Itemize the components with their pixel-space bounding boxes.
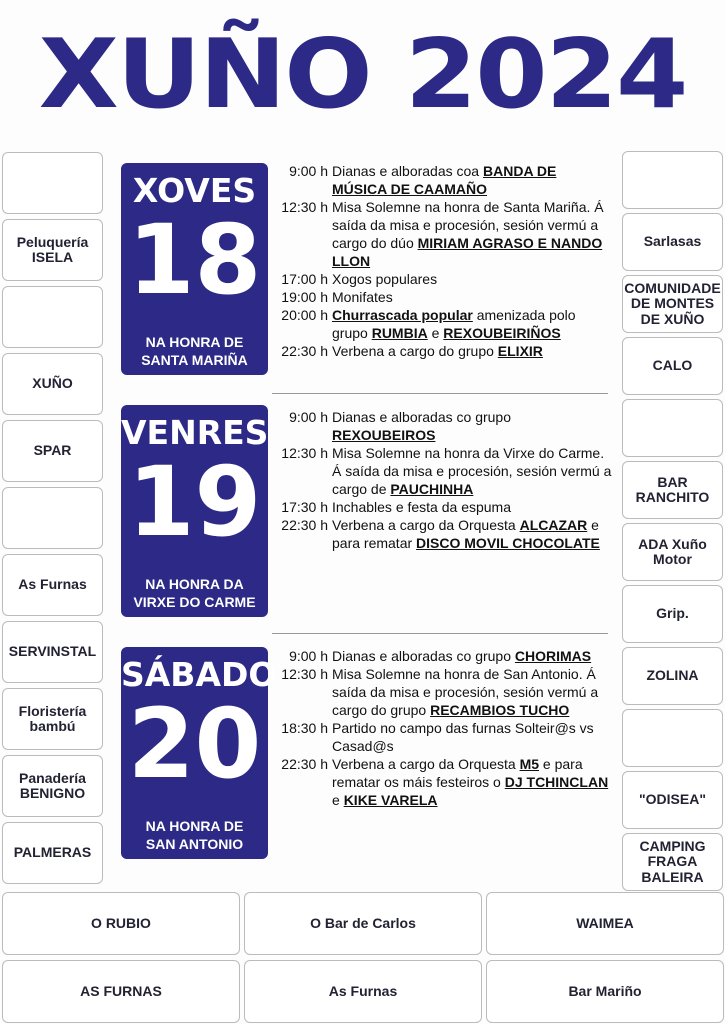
event-highlight: ALCAZAR bbox=[519, 517, 588, 533]
event-highlight: REXOUBEIRIÑOS bbox=[443, 325, 561, 341]
event-highlight: MIRIAM AGRASO E NANDO LLON bbox=[332, 235, 603, 269]
sponsor-name: Panadería BENIGNO bbox=[19, 769, 86, 801]
event-text: e para rematar os máis festeiros o bbox=[332, 756, 583, 790]
day-number: 18 bbox=[127, 204, 262, 316]
day-number: 19 bbox=[127, 446, 262, 558]
event-text: Monifates bbox=[332, 289, 393, 305]
event-row bbox=[272, 270, 612, 288]
event-text: Xogos populares bbox=[332, 271, 438, 287]
schedule-xoves bbox=[272, 162, 612, 360]
event-text: Dianas e alboradas co grupo bbox=[332, 409, 512, 425]
sponsor-ad-right bbox=[622, 461, 723, 519]
event-row bbox=[272, 342, 612, 360]
event-row bbox=[272, 444, 612, 498]
event-row bbox=[272, 408, 612, 444]
sponsor-ad-right bbox=[622, 213, 723, 271]
sponsor-name bbox=[51, 315, 55, 319]
event-time: 22:30 h bbox=[281, 343, 328, 359]
event-highlight: CHORIMAS bbox=[514, 648, 592, 664]
sponsor-name: SERVINSTAL bbox=[8, 643, 97, 660]
event-text: e para rematar bbox=[332, 517, 599, 551]
event-text: Verbena a cargo da Orquesta bbox=[332, 517, 520, 533]
sponsor-name: PALMERAS bbox=[13, 844, 92, 861]
sponsor-name: Floristería bambú bbox=[18, 702, 87, 734]
event-row bbox=[272, 665, 612, 719]
sponsor-name: ZOLINA bbox=[646, 667, 699, 684]
event-description bbox=[332, 516, 612, 552]
event-description bbox=[332, 719, 612, 755]
schedule-venres bbox=[272, 408, 612, 552]
sponsor-name bbox=[671, 736, 675, 740]
day-honor: NA HONRA DE SAN ANTONIO bbox=[145, 818, 244, 852]
event-row bbox=[272, 198, 612, 270]
sponsor-name: O RUBIO bbox=[91, 914, 151, 931]
event-description bbox=[332, 498, 612, 516]
event-highlight: DISCO MOVIL CHOCOLATE bbox=[416, 535, 600, 551]
sponsor-name: COMUNIDADE DE MONTES DE XUÑO bbox=[624, 279, 721, 327]
event-time: 12:30 h bbox=[281, 199, 328, 215]
event-description bbox=[332, 665, 612, 719]
event-time: 20:00 h bbox=[281, 307, 328, 323]
sponsor-ad-bottom bbox=[486, 892, 724, 955]
sponsor-name: "ODISEA" bbox=[639, 791, 706, 808]
event-row bbox=[272, 516, 612, 552]
schedule-sabado bbox=[272, 647, 612, 809]
sponsor-ad-left bbox=[2, 554, 103, 616]
event-text: Misa Solemne na honra da Virxe do Carme. Á saída da misa e procesión, sesión vermú a cargo de bbox=[332, 445, 612, 497]
sponsor-ad-right bbox=[622, 771, 723, 829]
day-number: 20 bbox=[127, 688, 262, 800]
sponsor-name bbox=[51, 516, 55, 520]
event-text: Dianas e alboradas coa bbox=[332, 163, 483, 179]
day-name: SÁBADO bbox=[121, 655, 277, 694]
sponsor-ad-right bbox=[622, 151, 723, 209]
sponsor-ad-bottom bbox=[2, 960, 240, 1023]
event-time: 9:00 h bbox=[289, 409, 328, 425]
sponsor-name: Grip. bbox=[656, 605, 689, 622]
event-time: 22:30 h bbox=[281, 756, 328, 772]
event-description bbox=[332, 270, 612, 288]
sponsor-ad-left bbox=[2, 420, 103, 482]
event-description bbox=[332, 755, 612, 809]
event-text: Misa Solemne na honra de San Antonio. Á saída da misa e procesión, sesión vermú a cargo do grupo bbox=[332, 666, 599, 718]
day-honor: NA HONRA DE SANTA MARIÑA bbox=[141, 334, 248, 368]
sponsor-name: As Furnas bbox=[18, 576, 87, 593]
event-time: 12:30 h bbox=[281, 666, 328, 682]
event-description bbox=[332, 288, 612, 306]
event-row bbox=[272, 647, 612, 665]
event-description bbox=[332, 306, 612, 342]
event-highlight: BANDA DE MÚSICA DE CAAMAÑO bbox=[332, 163, 557, 197]
day-name: VENRES bbox=[121, 413, 269, 452]
event-row bbox=[272, 288, 612, 306]
event-highlight: REXOUBEIROS bbox=[332, 427, 436, 443]
day-name: XOVES bbox=[132, 171, 257, 210]
event-highlight: RECAMBIOS TUCHO bbox=[430, 702, 570, 718]
day-box-sabado bbox=[121, 647, 277, 859]
sponsor-ad-left bbox=[2, 286, 103, 348]
event-row bbox=[272, 498, 612, 516]
sponsor-ad-right bbox=[622, 275, 723, 333]
event-highlight: RUMBIA bbox=[371, 325, 428, 341]
event-time: 19:00 h bbox=[281, 289, 328, 305]
sponsor-ad-right bbox=[622, 337, 723, 395]
event-description bbox=[332, 444, 612, 498]
event-highlight: PAUCHINHA bbox=[390, 481, 474, 497]
sponsor-ad-bottom bbox=[244, 960, 482, 1023]
event-time: 18:30 h bbox=[281, 720, 328, 736]
event-row bbox=[272, 755, 612, 809]
sponsor-ad-right bbox=[622, 399, 723, 457]
sponsor-name: As Furnas bbox=[328, 982, 398, 999]
sponsor-ad-right bbox=[622, 833, 723, 891]
event-highlight: ELIXIR bbox=[497, 343, 543, 359]
event-time: 17:30 h bbox=[281, 499, 328, 515]
event-highlight: Churrascada popular bbox=[332, 307, 473, 323]
event-row bbox=[272, 719, 612, 755]
sponsor-ad-right bbox=[622, 585, 723, 643]
sponsor-ad-left bbox=[2, 487, 103, 549]
event-description bbox=[332, 342, 612, 360]
sponsor-ad-left bbox=[2, 219, 103, 281]
event-text: Verbena a cargo da Orquesta bbox=[332, 756, 520, 772]
event-description bbox=[332, 647, 612, 665]
sponsor-ad-left bbox=[2, 822, 103, 884]
event-highlight: KIKE VARELA bbox=[343, 792, 438, 808]
day-honor: NA HONRA DA VIRXE DO CARME bbox=[133, 576, 256, 610]
sponsor-ad-left bbox=[2, 688, 103, 750]
sponsor-name: ADA Xuño Motor bbox=[638, 535, 707, 567]
event-row bbox=[272, 162, 612, 198]
sponsor-name bbox=[51, 181, 55, 185]
sponsor-ad-bottom bbox=[486, 960, 724, 1023]
sponsor-name bbox=[671, 178, 675, 182]
event-description bbox=[332, 198, 612, 270]
sponsor-ad-left bbox=[2, 621, 103, 683]
sponsor-ad-right bbox=[622, 709, 723, 767]
divider bbox=[272, 393, 608, 394]
page-title: XUÑO 2024 bbox=[38, 17, 687, 131]
sponsor-name: WAIMEA bbox=[576, 914, 634, 931]
event-text: amenizada polo grupo bbox=[332, 307, 576, 341]
event-time: 22:30 h bbox=[281, 517, 328, 533]
sponsor-ad-right bbox=[622, 647, 723, 705]
event-description bbox=[332, 162, 612, 198]
sponsor-ad-bottom bbox=[244, 892, 482, 955]
sponsor-name: Peluquería ISELA bbox=[16, 233, 89, 265]
sponsor-ad-right bbox=[622, 523, 723, 581]
sponsor-name: SPAR bbox=[33, 442, 72, 459]
sponsor-name: CAMPING FRAGA BALEIRA bbox=[639, 837, 706, 885]
sponsor-ad-bottom bbox=[2, 892, 240, 955]
event-row bbox=[272, 306, 612, 342]
event-time: 12:30 h bbox=[281, 445, 328, 461]
sponsor-name: BAR RANCHITO bbox=[635, 473, 710, 505]
event-text: e bbox=[427, 325, 444, 341]
event-text: Misa Solemne na honra de Santa Mariña. Á saída da misa e procesión, sesión vermú a cargo do dúo bbox=[332, 199, 604, 251]
sponsor-ad-left bbox=[2, 755, 103, 817]
sponsor-ad-left bbox=[2, 353, 103, 415]
event-text: Dianas e alboradas co grupo bbox=[332, 648, 515, 664]
divider bbox=[272, 633, 608, 634]
event-text: e bbox=[332, 792, 344, 808]
day-box-venres bbox=[121, 405, 268, 617]
sponsor-name: XUÑO bbox=[32, 375, 73, 392]
sponsor-name: O Bar de Carlos bbox=[310, 914, 416, 931]
event-highlight: M5 bbox=[519, 756, 540, 772]
sponsor-name: Sarlasas bbox=[643, 233, 702, 250]
sponsor-name: AS FURNAS bbox=[80, 982, 162, 999]
event-text: Verbena a cargo do grupo bbox=[332, 343, 498, 359]
event-highlight: DJ TCHINCLAN bbox=[504, 774, 609, 790]
event-description bbox=[332, 408, 612, 444]
sponsor-name: CALO bbox=[652, 357, 693, 374]
event-time: 17:00 h bbox=[281, 271, 328, 287]
event-time: 9:00 h bbox=[289, 163, 328, 179]
sponsor-name: Bar Mariño bbox=[568, 982, 642, 999]
event-text: Inchables e festa da espuma bbox=[332, 499, 512, 515]
event-time: 9:00 h bbox=[289, 648, 328, 664]
day-box-xoves bbox=[121, 163, 268, 375]
event-text: Partido no campo das furnas Solteir@s vs Casad@s bbox=[332, 720, 594, 754]
sponsor-name bbox=[671, 426, 675, 430]
sponsor-ad-left bbox=[2, 152, 103, 214]
